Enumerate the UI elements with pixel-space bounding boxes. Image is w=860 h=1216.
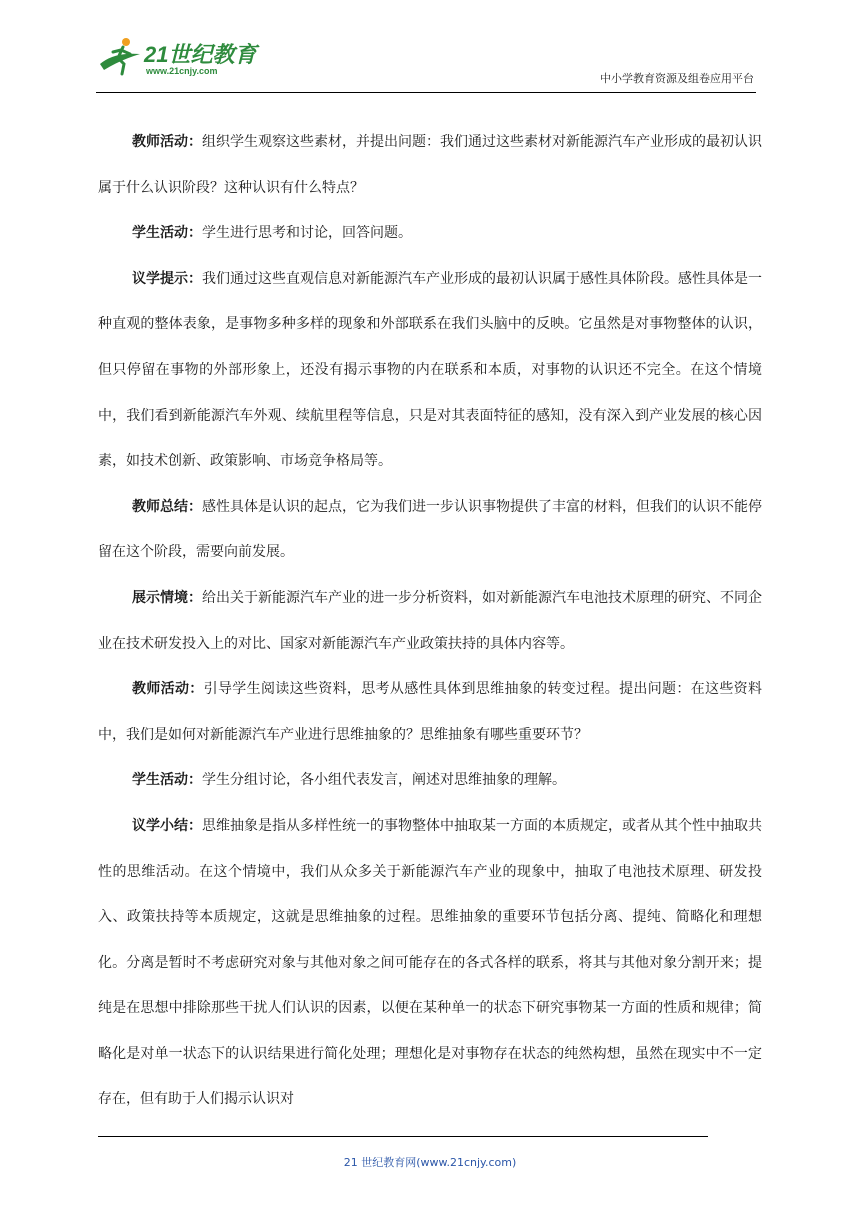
paragraph (98, 667, 762, 758)
footer-link[interactable]: 21 世纪教育网(www.21cnjy.com) (343, 1156, 517, 1169)
runner-logo-icon (96, 34, 144, 80)
paragraph-label: 教师活动： (132, 134, 202, 150)
paragraph-text: 组织学生观察这些素材，并提出问题：我们通过这些素材对新能源汽车产业形成的最初认识属于什么认识阶段？这种认识有什么特点？ (98, 134, 762, 196)
paragraph (98, 804, 762, 1123)
paragraph (98, 758, 762, 804)
paragraph-label: 学生活动： (132, 772, 202, 789)
paragraph-text: 感性具体是认识的起点，它为我们进一步认识事物提供了丰富的材料，但我们的认识不能停留在这个阶段，需要向前发展。 (98, 498, 762, 561)
paragraph (98, 257, 762, 485)
paragraph-text: 引导学生阅读这些资料，思考从感性具体到思维抽象的转变过程。提出问题：在这些资料中，我们是如何对新能源汽车产业进行思维抽象的？思维抽象有哪些重要环节？ (98, 681, 763, 743)
site-logo[interactable] (96, 34, 266, 80)
paragraph-label: 教师总结： (132, 498, 202, 515)
paragraph-text: 学生进行思考和讨论，回答问题。 (202, 225, 412, 242)
paragraph-label: 学生活动： (132, 225, 202, 242)
paragraph-text: 学生分组讨论，各小组代表发言，阐述对思维抽象的理解。 (202, 772, 566, 789)
paragraph-text: 给出关于新能源汽车产业的进一步分析资料，如对新能源汽车电池技术原理的研究、不同企业在技术研发投入上的对比、国家对新能源汽车产业政策扶持的具体内容等。 (98, 589, 762, 652)
paragraph-label: 展示情境： (132, 589, 202, 606)
paragraph-text: 我们通过这些直观信息对新能源汽车产业形成的最初认识属于感性具体阶段。感性具体是一种直观的整体表象，是事物多种多样的现象和外部联系在我们头脑中的反映。它虽然是对事物整体的认识，但只停留在事物的外部形象上，还没有揭示事物的内在联系和本质，对事物的认识还不完全。在这个情境中，我们看到新能源汽车外观、续航里程等信息，只是对其表面特征的感知，没有深入到产业发展的核心因素，如技术创新、政策影响、市场竞争格局等。 (98, 270, 762, 470)
paragraph (98, 120, 762, 211)
paragraph (98, 211, 762, 257)
header-divider (96, 92, 756, 93)
paragraph (98, 485, 762, 576)
logo-text: 21世纪教育 (144, 42, 257, 67)
document-body (98, 120, 762, 1123)
page-header (96, 30, 760, 92)
paragraph-label: 教师活动： (132, 681, 204, 698)
paragraph (98, 576, 762, 667)
footer-divider (98, 1136, 708, 1137)
logo-url: www.21cnjy.com (146, 66, 218, 76)
platform-title: 中小学教育资源及组卷应用平台 (600, 72, 754, 85)
paragraph-text: 思维抽象是指从多样性统一的事物整体中抽取某一方面的本质规定，或者从其个性中抽取共性的思维活动。在这个情境中，我们从众多关于新能源汽车产业的现象中，抽取了电池技术原理、研发投入、政策扶持等本质规定，这就是思维抽象的过程。思维抽象的重要环节包括分离、提纯、简略化和理想化。分离是暂时不考虑研究对象与其他对象之间可能存在的各式各样的联系，将其与其他对象分割开来；提纯是在思想中排除那些干扰人们认识的因素，以便在某种单一的状态下研究事物某一方面的性质和规律；简略化是对单一状态下的认识结果进行简化处理；理想化是对事物存在状态的纯然构想，虽然在现实中不一定存在，但有助于人们揭示认识对 (98, 817, 762, 1108)
paragraph-label: 议学小结： (132, 817, 202, 834)
paragraph-label: 议学提示： (132, 270, 202, 287)
